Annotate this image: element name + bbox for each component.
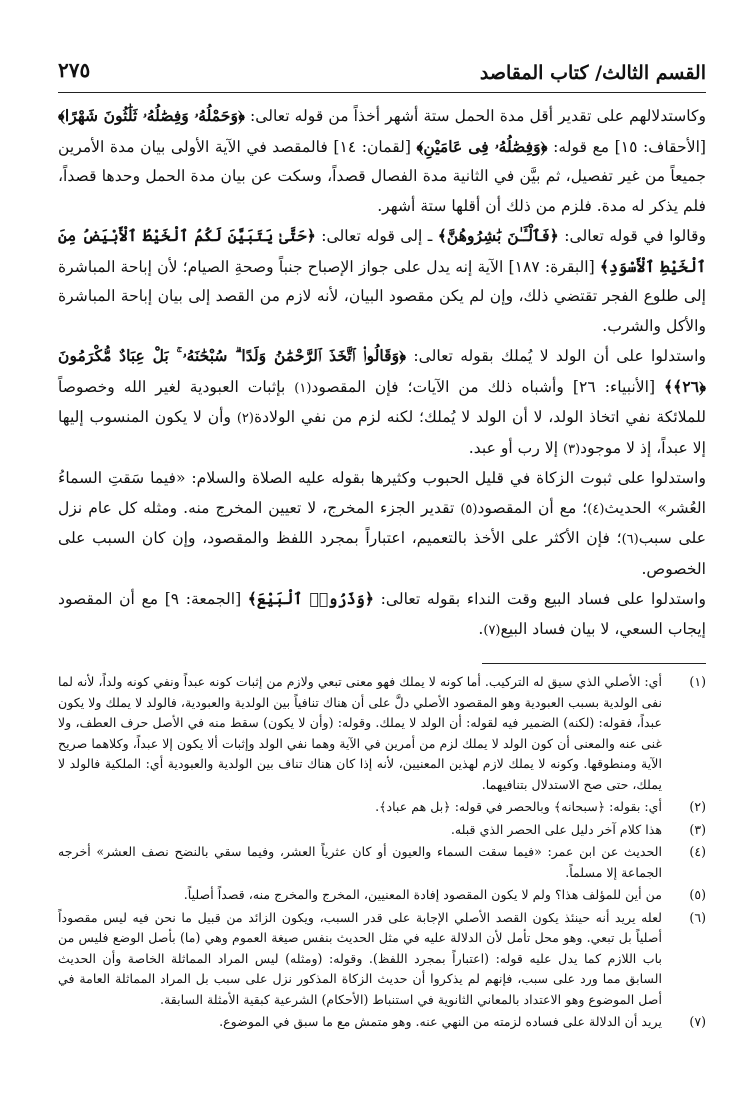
- footnote: [58, 1012, 706, 1033]
- page-number: ٢٧٥: [58, 58, 91, 82]
- footnote-ref[interactable]: (١): [294, 380, 312, 396]
- paragraph: [58, 341, 706, 464]
- paragraph-text: واستدلوا على أن الولد لا يُملك بقوله تعالى:: [406, 347, 706, 365]
- footnote: [58, 672, 706, 795]
- running-header: [58, 56, 706, 93]
- paragraph-text: [البقرة: ١٨٧] الآية إنه يدل على جواز الإصباح جنباً وصحةِ الصيام؛ لأن إباحة المباشرة إلى طلوع الفجر تقتضي ذلك، وإن لم يكن مقصود البيان، لأنه لازم من القصد إلى بيان إباحة المباشرة والأكل والشرب.: [58, 257, 706, 335]
- paragraph-text: وكاستدلالهم على تقدير أقل مدة الحمل ستة أشهر أخذاً من قوله تعالى:: [244, 107, 706, 125]
- paragraph-text: ؛ مع أن المقصود: [477, 498, 588, 517]
- footnote-ref[interactable]: (٤): [587, 501, 605, 517]
- footnote-ref[interactable]: (٥): [460, 501, 478, 517]
- paragraph-text: بإثبات العبودية لغير الله وخصوصاً للملائكة نفي اتخاذ الولد، لا أن الولد لا يُملك؛ لكنه لزم من نفي الولادة: [58, 377, 706, 426]
- paragraph: [58, 101, 706, 221]
- footnote: [58, 797, 706, 818]
- footnotes: [58, 672, 706, 1033]
- quran-quote: ﴿وَقَالُوا۟ ٱتَّخَذَ ٱلرَّحْمَٰنُ وَلَدًا ۗ سُبْحَٰنَهُۥ ۚ بَلْ عِبَادٌ مُّكْرَمُونَ ﴿٢٦﴾﴾: [58, 346, 707, 396]
- footnote-text: هذا كلام آخر دليل على الحصر الذي قبله.: [450, 821, 662, 837]
- footnote-number: (١): [689, 674, 706, 689]
- paragraph: [58, 221, 706, 341]
- paragraph-text: .: [478, 619, 484, 638]
- footnote-number: (٧): [689, 1014, 706, 1029]
- paragraph: [58, 584, 706, 645]
- footnote-number: (٤): [689, 844, 706, 859]
- footnote: [58, 885, 706, 906]
- paragraph-text: تقدير الجزء المخرج، لا تعيين المخرج منه. ومثله كل عام نزل على سبب: [58, 498, 706, 547]
- footnote-text: أي: بقوله: ﴿سبحانه﴾ وبالحصر في قوله: ﴿بل هم عباد﴾.: [375, 799, 662, 814]
- footnote-text: من أين للمؤلف هذا؟ ولم لا يكون المقصود إفادة المعنيين، المخرج والمخرج منه، قصداً أصلياً.: [183, 887, 662, 902]
- paragraph-text: واستدلوا على فساد البيع وقت النداء بقوله تعالى:: [374, 590, 706, 608]
- quran-quote: ﴿حَتَّىٰ يَتَبَيَّنَ لَكُمُ ٱلْخَيْطُ ٱلْأَبْيَضُ مِنَ ٱلْخَيْطِ ٱلْأَسْوَدِ﴾: [58, 226, 707, 276]
- footnote-text: أي: الأصلي الذي سيق له التركيب. أما كونه لا يملك فهو معنى تبعي ولازم من إثبات كونه عبداً ونفي كونه ولداً، لأنه لما نفى الولدية بسبب العبودية وهو المقصود الأصلي دلَّ على أن هناك تنافياً بين الولدية والعبودية، فالولد لا يملك ولا يكون عبداً، فقوله: (لكنه) الضمير فيه لقوله: أن الولد لا يملك. وقوله: (وأن لا يكون) سقط منه في الأصل حرف العطف، ولا غنى عنه والمعنى أن كون الولد لا يملك لزم من أمرين في الآية وهما نفي الولد وإثبات ألا يكون إلا عبداً، وكلاهما صريح الآية ومنطوقها. وكونه لا يملك لازم لهذين المعنيين، لأنه إذا كان هناك تناف بين الولدية والعبودية أي: الملكية فالولد لا يملك، حتى صح الاستدلال بتنافيهما.: [58, 674, 662, 792]
- quran-quote: ﴿وَحَمْلُهُۥ وَفِصَٰلُهُۥ ثَلَٰثُونَ شَهْرًا﴾: [58, 106, 245, 125]
- paragraph-text: وأن لا يكون المنسوب إليها إلا عبداً، إذ لا موجود: [58, 408, 706, 457]
- paragraph-text: وقالوا في قوله تعالى:: [558, 227, 706, 245]
- main-text: [58, 101, 706, 645]
- paragraph-text: [لقمان: ١٤] فالمقصد في الآية الأولى بيان مدة الأمرين جميعاً من غير تفصيل، ثم بيَّن في الثانية مدة الفصال قصداً، وسكت عن بيان مدة الحمل وحدها قصداً، فلم يذكر له مدة. فلزم من ذلك أن أقلها ستة أشهر.: [58, 137, 706, 215]
- quran-quote: ﴿فَٱلْـَٔـٰنَ بَٰشِرُوهُنَّ﴾: [437, 226, 559, 245]
- footnote-ref[interactable]: (٧): [483, 622, 501, 638]
- paragraph-text: ؛ فإن الأكثر على الأخذ بالتعميم، اعتباراً بمجرد اللفظ والمقصود، وإن كان السبب على الخصوص.: [58, 529, 706, 578]
- footnote-number: (٢): [689, 799, 706, 814]
- footnote: [58, 820, 706, 841]
- chapter-title: القسم الثالث/ كتاب المقاصد: [479, 62, 706, 84]
- paragraph-text: إلا رب أو عبد.: [468, 438, 564, 457]
- paragraph-text: [الجمعة: ٩] مع أن المقصود إيجاب السعي، لا بيان فساد البيع: [58, 590, 706, 638]
- book-page: [58, 56, 706, 1086]
- footnote-text: الحديث عن ابن عمر: «فيما سقت السماء والعيون أو كان عثرياً العشر، وفيما سقي بالنضح نصف العشر» أخرجه الجماعة إلا مسلماً.: [58, 844, 662, 880]
- footnote-number: (٥): [689, 887, 706, 902]
- quran-quote: ﴿وَذَرُوا۟ ٱلْبَيْعَ﴾: [247, 589, 375, 608]
- footnote-text: لعله يريد أنه حينئذ يكون القصد الأصلي الإجابة على قدر السبب، ويكون الزائد من قبيل ما نحن فيه ليس مقصوداً أصلياً بل تبعي. وهو محل تأمل لأن الدلالة عليه في مثل الحديث بنفس صيغة العموم وهي (ما) بأصل الوضع فليس من باب اللازم كما يدل عليه قوله: (اعتباراً بمجرد اللفظ). وقوله: (ومثله) ليس المراد المماثلة الخاصة وأن الحديث السابق مما ورد على سبب، فإنهم لم يذكروا أن حديث الزكاة المذكور نزل على سبب بل المراد المماثلة العامة في أصل الموضوع وهو الاعتداد بالمعاني الثانوية في استنباط (الأحكام) الشرعية كبقية الأمثلة السابقة.: [58, 909, 662, 1007]
- footnote-number: (٣): [689, 821, 706, 837]
- paragraph-text: [الأحقاف: ١٥] مع قوله:: [547, 137, 706, 156]
- footnote: [58, 908, 706, 1011]
- footnote-number: (٦): [689, 909, 706, 925]
- footnote-ref[interactable]: (٣): [563, 441, 581, 457]
- footnote-text: يريد أن الدلالة على فساده لزمته من النهي عنه. وهو متمش مع ما سبق في الموضوع.: [219, 1014, 662, 1029]
- footnote: [58, 842, 706, 883]
- paragraph-text: ـ إلى قوله تعالى:: [315, 227, 438, 245]
- quran-quote: ﴿وَفِصَٰلُهُۥ فِى عَامَيْنِ﴾: [416, 136, 548, 156]
- paragraph: [58, 464, 706, 584]
- footnote-separator: [58, 645, 706, 672]
- footnote-ref[interactable]: (٦): [621, 532, 639, 547]
- paragraph-text: [الأنبياء: ٢٦] وأشباه ذلك من الآيات؛ فإن المقصود: [311, 377, 665, 396]
- paragraph-text: واستدلوا على ثبوت الزكاة في قليل الحبوب وكثيرها بقوله عليه الصلاة والسلام: «فيما سَقتِ السماءُ العُشر» الحديث: [58, 469, 706, 517]
- footnote-ref[interactable]: (٢): [236, 411, 254, 426]
